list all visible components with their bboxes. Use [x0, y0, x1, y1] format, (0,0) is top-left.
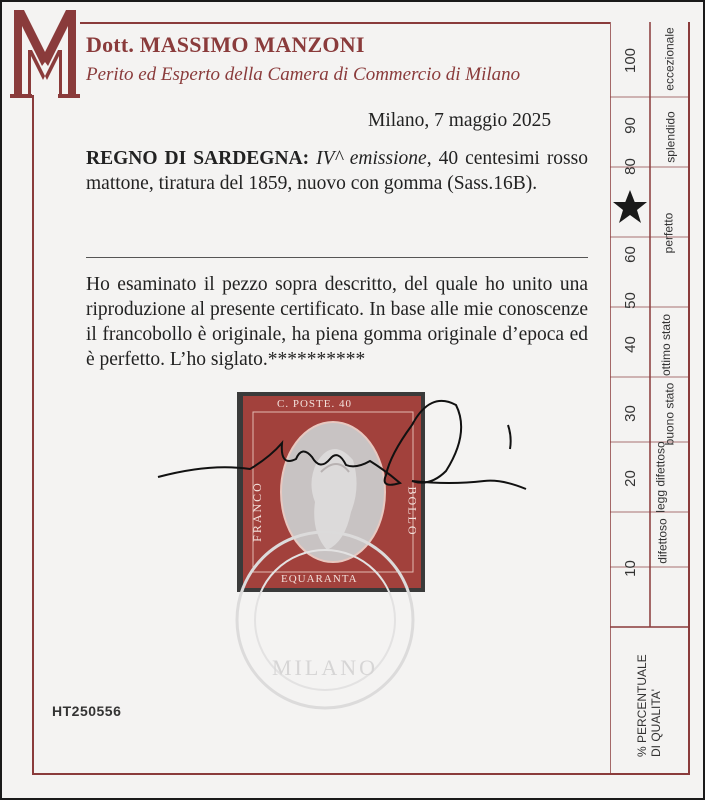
scale-number-90: 90	[621, 117, 639, 134]
serial-number: HT250556	[52, 703, 122, 719]
stamp-right-text: BOLLO	[405, 486, 420, 537]
scale-number-40: 40	[621, 336, 639, 353]
certificate-date: Milano, 7 maggio 2025	[368, 110, 552, 131]
scale-label-perfetto: perfetto	[661, 212, 676, 254]
scale-label-splendido: splendido	[663, 111, 678, 163]
certificate-body: Ho esaminato il pezzo sopra descritto, del quale ho unito una riproduzione al presente certificato. In base alle mie conoscenze il francobollo è originale, ha piena gomma originale d’epoca ed è perfetto. L’ho siglato.**********	[86, 274, 588, 370]
scale-number-100: 100	[622, 47, 640, 74]
scale-number-60: 60	[621, 246, 639, 263]
description-emission: IV^ emissione	[316, 148, 427, 169]
embossed-seal	[230, 525, 420, 715]
scale-title-line2: DI QUALITA'	[649, 688, 663, 757]
description-text: , 40 centesimi rosso mattone, tiratura del 1859, nuovo con gomma	[86, 148, 588, 194]
expert-subtitle: Perito ed Esperto della Camera di Commercio di Milano	[86, 64, 521, 85]
scale-number-80: 80	[621, 158, 639, 175]
stamp-bottom-text: EQUARANTA	[281, 573, 358, 585]
frame-left-line	[32, 95, 34, 775]
seal-text: MILANO	[272, 655, 378, 680]
frame-bottom-line	[32, 773, 690, 775]
stamp-left-text: FRANCO	[249, 481, 264, 542]
scale-title-line1: % PERCENTUALE	[635, 654, 649, 757]
scale-title	[635, 647, 663, 757]
scale-label-buono-stato: buono stato	[662, 382, 677, 446]
scale-number-30: 30	[621, 405, 639, 422]
description-catalogue: (Sass.16B).	[447, 173, 538, 194]
stamp-top-text: C. POSTE. 40	[277, 398, 352, 410]
selected-star-icon	[613, 190, 647, 223]
scale-number-50: 50	[621, 292, 639, 309]
stamp-description	[86, 146, 588, 196]
scale-label-eccezionale: eccezionale	[662, 27, 677, 91]
frame-top-line	[80, 22, 610, 24]
expert-name: Dott. MASSIMO MANZONI	[86, 32, 365, 57]
scale-label-difettoso: difettoso	[655, 518, 670, 564]
description-country: REGNO DI SARDEGNA:	[86, 148, 310, 169]
separator-line	[86, 257, 588, 258]
scale-label-legg-difettoso: legg difettoso	[653, 441, 668, 513]
mm-logo	[10, 6, 80, 101]
scale-label-ottimo-stato: ottimo stato	[659, 313, 674, 377]
quality-scale	[610, 22, 690, 775]
scale-number-10: 10	[621, 560, 639, 577]
signature	[150, 385, 530, 515]
scale-number-20: 20	[621, 470, 639, 487]
